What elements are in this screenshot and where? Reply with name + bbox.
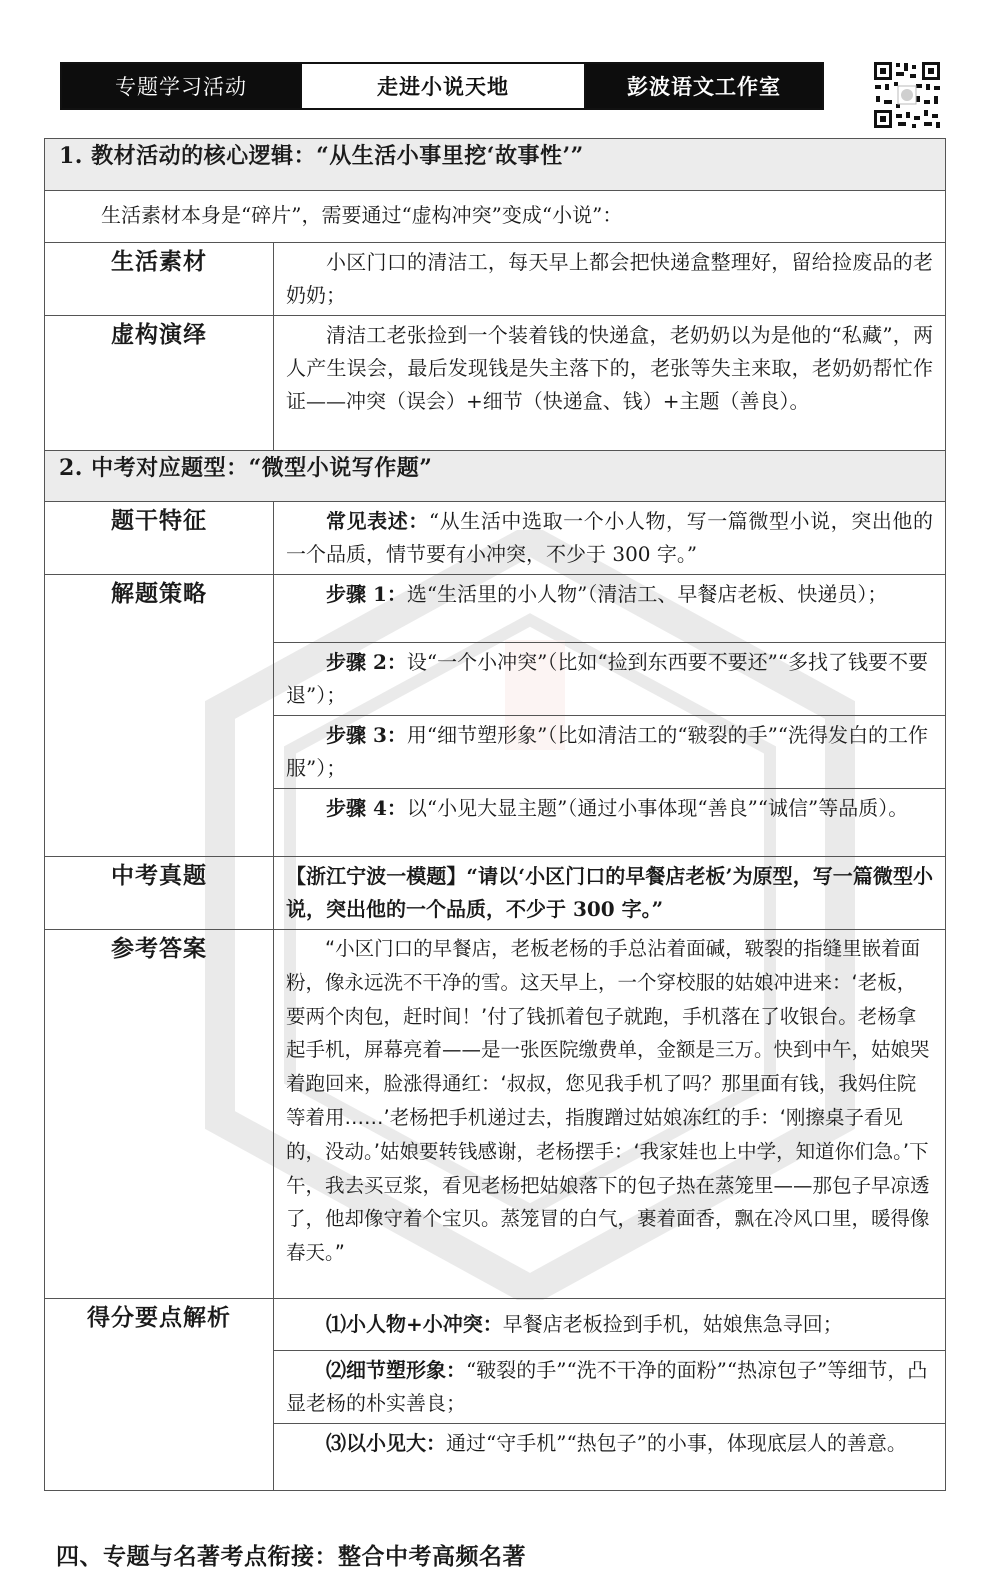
row-text-feature — [274, 502, 946, 575]
strategy-step-4 — [274, 789, 946, 857]
life-material-text: 小区门口的清洁工，每天早上都会把快递盒整理好，留给捡废品的老奶奶； — [286, 250, 933, 307]
row-text-answer — [274, 930, 946, 1299]
step-2-text: 设“一个小冲突”（比如“捡到东西要不要还”“多找了钱要不要退”）； — [286, 650, 929, 707]
step-4-text: 以“小见大显主题”（通过小事体现“善良”“诚信”等品质）。 — [406, 796, 909, 820]
header-studio-name: 彭波语文工作室 — [586, 64, 822, 108]
strategy-step-1 — [274, 575, 946, 643]
answer-text: “小区门口的早餐店，老板老杨的手总沾着面碱，皲裂的指缝里嵌着面粉，像永远洗不干净的雪。这天早上，一个穿校服的姑娘冲进来：‘老板，要两个肉包，赶时间！’付了钱抓着包子就跑，手机落在了收银台。老杨拿起手机，屏幕亮着——是一张医院缴费单，金额是三万。快到中午，姑娘哭着跑回来，脸涨得通红：‘叔叔，您见我手机了吗？那里面有钱，我妈住院等着用……’老杨把手机递过去，指腹蹭过姑娘冻红的手：‘刚擦桌子看见的，没动。’姑娘要转钱感谢，老杨摆手：‘我家娃也上中学，知道你们急。’下午，我去买豆浆，看见老杨把姑娘落下的包子热在蒸笼里——那包子早凉透了，他却像守着个宝贝。蒸笼冒的白气，裹着面香，飘在冷风口里，暖得像春天。” — [286, 937, 930, 1265]
strategy-step-2 — [274, 643, 946, 716]
point-1-text: 早餐店老板捡到手机，姑娘焦急寻回； — [502, 1312, 843, 1336]
point-2-lead: ⑵细节塑形象： — [326, 1358, 466, 1382]
point-3-text: 通过“守手机”“热包子”的小事，体现底层人的善意。 — [446, 1431, 907, 1455]
scoring-point-3 — [274, 1424, 946, 1491]
row-label-feature: 题干特征 — [45, 502, 274, 575]
row-text-fiction — [274, 316, 946, 451]
feature-text: “从生活中选取一个小人物，写一篇微型小说，突出他的一个品质，情节要有小冲突，不少于 300 字。” — [286, 509, 933, 566]
qr-code-icon — [872, 60, 942, 130]
row-text-life-material — [274, 243, 946, 316]
row-label-strategy: 解题策略 — [45, 575, 274, 857]
row-label-fiction: 虚构演绎 — [45, 316, 274, 451]
step-2-lead: 步骤 2： — [326, 650, 407, 674]
section-2-title: 2. 中考对应题型：“微型小说写作题” — [45, 451, 946, 502]
row-text-exam: 【浙江宁波一模题】“请以‘小区门口的早餐店老板’为原型，写一篇微型小说，突出他的一个品质，不少于 300 字。” — [274, 857, 946, 930]
step-4-lead: 步骤 4： — [326, 796, 407, 820]
fiction-text: 清洁工老张捡到一个装着钱的快递盒，老奶奶以为是他的“私藏”，两人产生误会，最后发现钱是失主落下的，老张等失主来取，老奶奶帮忙作证——冲突（误会）+细节（快递盒、钱）+主题（善良）。 — [286, 323, 933, 413]
step-3-lead: 步骤 3： — [326, 723, 407, 747]
point-3-lead: ⑶以小见大： — [326, 1431, 446, 1455]
step-1-lead: 步骤 1： — [326, 582, 407, 606]
feature-lead: 常见表述： — [326, 509, 429, 533]
content-table — [44, 138, 946, 1491]
header-series-label: 专题学习活动 — [62, 64, 300, 108]
row-label-scoring: 得分要点解析 — [45, 1299, 274, 1491]
point-2-text: “皲裂的手”“洗不干净的面粉”“热凉包子”等细节，凸显老杨的朴实善良； — [286, 1358, 928, 1415]
step-3-text: 用“细节塑形象”（比如清洁工的“皲裂的手”“洗得发白的工作服”）； — [286, 723, 929, 780]
step-1-text: 选“生活里的小人物”（清洁工、早餐店老板、快递员）； — [406, 582, 888, 606]
header-bar — [60, 62, 824, 110]
strategy-step-3 — [274, 716, 946, 789]
row-label-life-material: 生活素材 — [45, 243, 274, 316]
row-label-exam: 中考真题 — [45, 857, 274, 930]
scoring-point-1 — [274, 1299, 946, 1351]
row-label-answer: 参考答案 — [45, 930, 274, 1299]
point-1-lead: ⑴小人物+小冲突： — [326, 1312, 503, 1336]
next-section-heading: 四、专题与名著考点衔接：整合中考高频名著 — [56, 1543, 526, 1570]
section-1-intro: 生活素材本身是“碎片”，需要通过“虚构冲突”变成“小说”： — [45, 191, 946, 243]
section-1-title: 1. 教材活动的核心逻辑：“从生活小事里挖‘故事性’” — [45, 139, 946, 191]
header-topic-title: 走进小说天地 — [300, 64, 586, 108]
scoring-point-2 — [274, 1351, 946, 1424]
